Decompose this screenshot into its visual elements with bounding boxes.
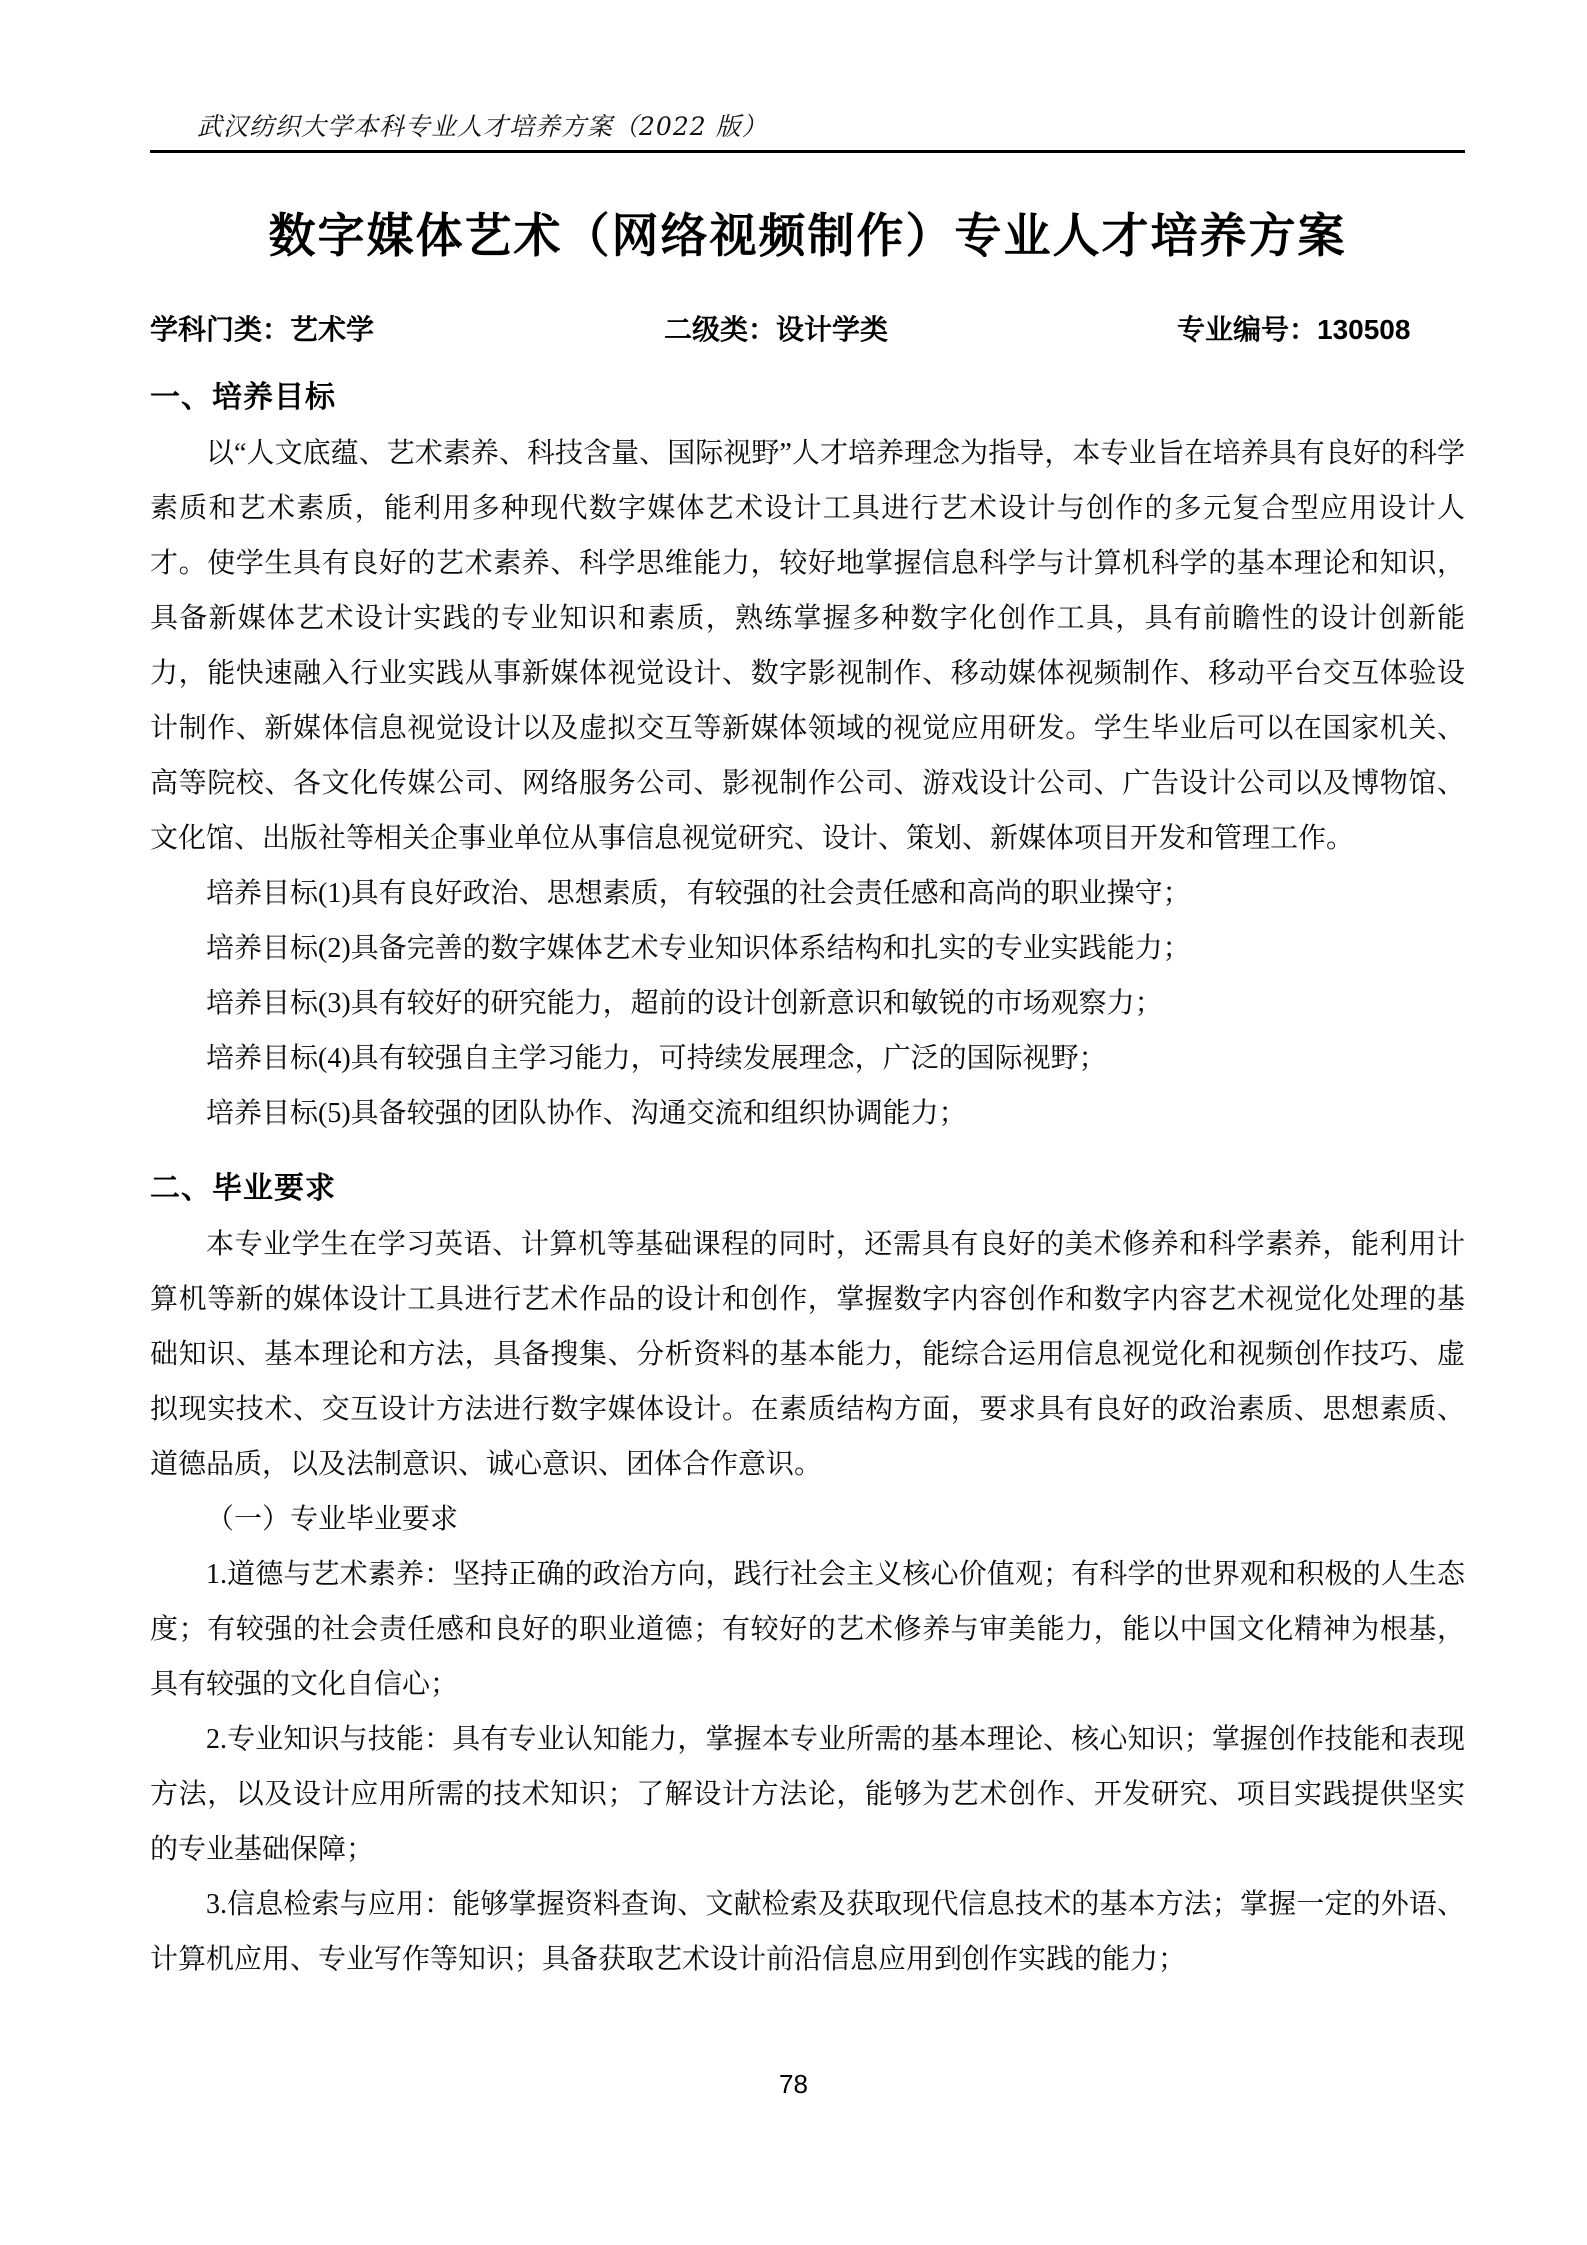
- training-objective-2: 培养目标(2)具备完善的数字媒体艺术专业知识体系结构和扎实的专业实践能力；: [206, 933, 1191, 964]
- header-rule: [150, 150, 1465, 153]
- graduation-requirement-2: 2.专业知识与技能：具有专业认知能力，掌握本专业所需的基本理论、核心知识；掌握创作技能和表现方法，以及设计应用所需的技术知识；了解设计方法论，能够为艺术创作、开发研究、项目实践提供坚实的专业基础保障；: [150, 1724, 1465, 1865]
- graduation-requirement-3: 3.信息检索与应用：能够掌握资料查询、文献检索及获取现代信息技术的基本方法；掌握一定的外语、计算机应用、专业写作等知识；具备获取艺术设计前沿信息应用到创作实践的能力；: [150, 1889, 1465, 1975]
- running-header: 武汉纺织大学本科专业人才培养方案（2022 版）: [197, 112, 768, 141]
- section-graduation-requirements: [150, 1161, 1465, 1987]
- meta-secondary-category: 二级类：设计学类: [664, 314, 889, 345]
- paragraph-training-overview: 以“人文底蕴、艺术素养、科技含量、国际视野”人才培养理念为指导，本专业旨在培养具有良好的科学素质和艺术素质，能利用多种现代数字媒体艺术设计工具进行艺术设计与创作的多元复合型应用设计人才。使学生具有良好的艺术素养、科学思维能力，较好地掌握信息科学与计算机科学的基本理论和知识，具备新媒体艺术设计实践的专业知识和素质，熟练掌握多种数字化创作工具，具有前瞻性的设计创新能力，能快速融入行业实践从事新媒体视觉设计、数字影视制作、移动媒体视频制作、移动平台交互体验设计制作、新媒体信息视觉设计以及虚拟交互等新媒体领域的视觉应用研发。学生毕业后可以在国家机关、高等院校、各文化传媒公司、网络服务公司、影视制作公司、游戏设计公司、广告设计公司以及博物馆、文化馆、出版社等相关企事业单位从事信息视觉研究、设计、策划、新媒体项目开发和管理工作。: [150, 438, 1465, 854]
- meta-discipline-category: 学科门类：艺术学: [150, 314, 375, 345]
- paragraph-graduation-overview: 本专业学生在学习英语、计算机等基础课程的同时，还需具有良好的美术修养和科学素养，能利用计算机等新的媒体设计工具进行艺术作品的设计和创作，掌握数字内容创作和数字内容艺术视觉化处理的基础知识、基本理论和方法，具备搜集、分析资料的基本能力，能综合运用信息视觉化和视频创作技巧、虚拟现实技术、交互设计方法进行数字媒体设计。在素质结构方面，要求具有良好的政治素质、思想素质、道德品质，以及法制意识、诚心意识、团体合作意识。: [150, 1229, 1465, 1480]
- section-heading-training-objectives: 一、培养目标: [150, 381, 336, 414]
- training-objective-3: 培养目标(3)具有较好的研究能力，超前的设计创新意识和敏锐的市场观察力；: [206, 988, 1163, 1019]
- program-meta-row: [150, 310, 1465, 350]
- graduation-requirement-1: 1.道德与艺术素养：坚持正确的政治方向，践行社会主义核心价值观；有科学的世界观和积极的人生态度；有较强的社会责任感和良好的职业道德；有较好的艺术修养与审美能力，能以中国文化精神为根基，具有较强的文化自信心；: [150, 1559, 1465, 1700]
- section-heading-graduation-requirements: 二、毕业要求: [150, 1172, 336, 1205]
- page-content: [150, 0, 1465, 1987]
- section-training-objectives: [150, 370, 1465, 1141]
- page-title: 数字媒体艺术（网络视频制作）专业人才培养方案: [268, 209, 1347, 262]
- training-objective-1: 培养目标(1)具有良好政治、思想素质，有较强的社会责任感和高尚的职业操守；: [206, 878, 1191, 909]
- training-objective-5: 培养目标(5)具备较强的团队协作、沟通交流和组织协调能力；: [206, 1098, 967, 1129]
- training-objective-4: 培养目标(4)具有较强自主学习能力，可持续发展理念，广泛的国际视野；: [206, 1043, 1107, 1074]
- subheading-major-graduation-requirements: （一）专业毕业要求: [206, 1504, 459, 1535]
- meta-program-code: 专业编号：130508: [1177, 314, 1411, 345]
- page-number: 78: [779, 2069, 808, 2099]
